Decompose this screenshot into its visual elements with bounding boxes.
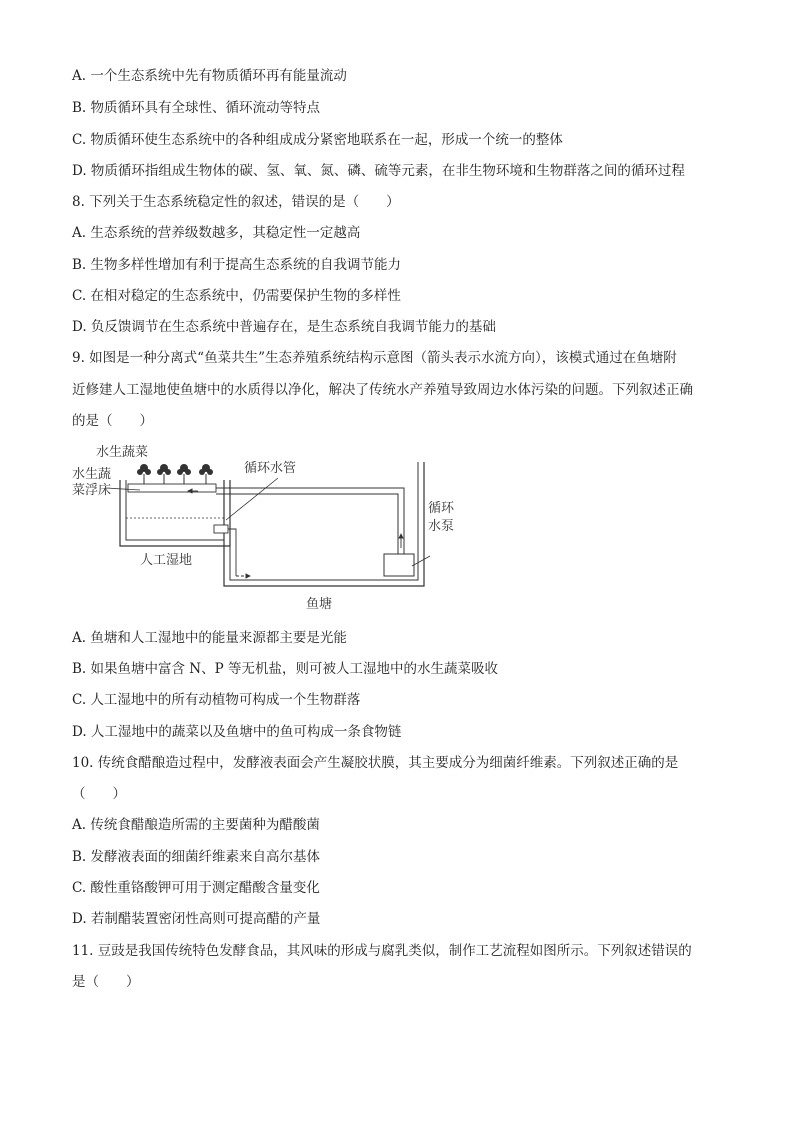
label-aquatic-vegetables: 水生蔬菜 xyxy=(96,445,149,460)
q10-stem-line-1: 10. 传统食醋酿造过程中，发酵液表面会产生凝胶状膜，其主要成分为细菌纤维素。下列叙述正确的是 xyxy=(72,755,679,771)
q9-option-d: D. 人工湿地中的蔬菜以及鱼塘中的鱼可构成一条食物链 xyxy=(72,724,402,740)
aquaponics-diagram xyxy=(66,438,455,618)
q10-stem-line-2: （ ） xyxy=(72,786,126,802)
q8-option-a: A. 生态系统的营养级数越多，其稳定性一定越高 xyxy=(72,225,361,241)
q9-stem-line-3: 的是（ ） xyxy=(72,413,153,429)
label-float-bed-1: 水生蔬 xyxy=(72,467,112,482)
label-float-bed-2: 菜浮床 xyxy=(72,483,112,498)
circulation-pipe xyxy=(216,488,404,554)
q8-option-d: D. 负反馈调节在生态系统中普遍存在，是生态系统自我调节能力的基础 xyxy=(72,319,496,335)
pump xyxy=(384,554,414,576)
q7-option-a: A. 一个生态系统中先有物质循环再有能量流动 xyxy=(72,68,347,84)
q8-option-b: B. 生物多样性增加有利于提高生态系统的自我调节能力 xyxy=(72,257,402,273)
q9-stem-line-1: 9. 如图是一种分离式“鱼菜共生”生态养殖系统结构示意图（箭头表示水流方向），该模式通过在鱼塘附 xyxy=(72,350,677,366)
q10-option-d: D. 若制醋装置密闭性高则可提高醋的产量 xyxy=(72,911,321,927)
label-wetland: 人工湿地 xyxy=(140,553,193,568)
q8-option-c: C. 在相对稳定的生态系统中，仍需要保护生物的多样性 xyxy=(72,288,401,304)
q7-option-c: C. 物质循环使生态系统中的各种组成成分紧密地联系在一起，形成一个统一的整体 xyxy=(72,132,563,148)
q9-option-c: C. 人工湿地中的所有动植物可构成一个生物群落 xyxy=(72,692,361,708)
float-bed xyxy=(128,484,216,492)
q7-option-b: B. 物质循环具有全球性、循环流动等特点 xyxy=(72,100,321,116)
q11-stem-line-2: 是（ ） xyxy=(72,974,140,990)
q9-stem-line-2: 近修建人工湿地使鱼塘中的水质得以净化，解决了传统水产养殖导致周边水体污染的问题。下列叙述正确 xyxy=(72,382,693,398)
q7-option-d: D. 物质循环指组成生物体的碳、氢、氧、氮、磷、硫等元素，在非生物环境和生物群落之间的循环过程 xyxy=(72,163,685,179)
q9-option-b: B. 如果鱼塘中富含 N、P 等无机盐，则可被人工湿地中的水生蔬菜吸收 xyxy=(72,661,498,677)
q10-option-a: A. 传统食醋酿造所需的主要菌种为醋酸菌 xyxy=(72,817,320,833)
q11-stem-line-1: 11. 豆豉是我国传统特色发酵食品，其风味的形成与腐乳类似，制作工艺流程如图所示。下列叙述错误的 xyxy=(72,943,692,959)
label-fish-pond: 鱼塘 xyxy=(306,597,333,612)
q9-option-a: A. 鱼塘和人工湿地中的能量来源都主要是光能 xyxy=(72,630,347,646)
q10-option-b: B. 发酵液表面的细菌纤维素来自高尔基体 xyxy=(72,849,321,865)
label-pump-1: 循环 xyxy=(428,501,455,516)
q8-stem: 8. 下列关于生态系统稳定性的叙述，错误的是（ ） xyxy=(72,194,400,210)
label-circulation-pipe: 循环水管 xyxy=(244,461,297,476)
q10-option-c: C. 酸性重铬酸钾可用于测定醋酸含量变化 xyxy=(72,880,320,896)
vegetable-plants xyxy=(137,464,213,484)
label-pump-2: 水泵 xyxy=(428,519,455,534)
